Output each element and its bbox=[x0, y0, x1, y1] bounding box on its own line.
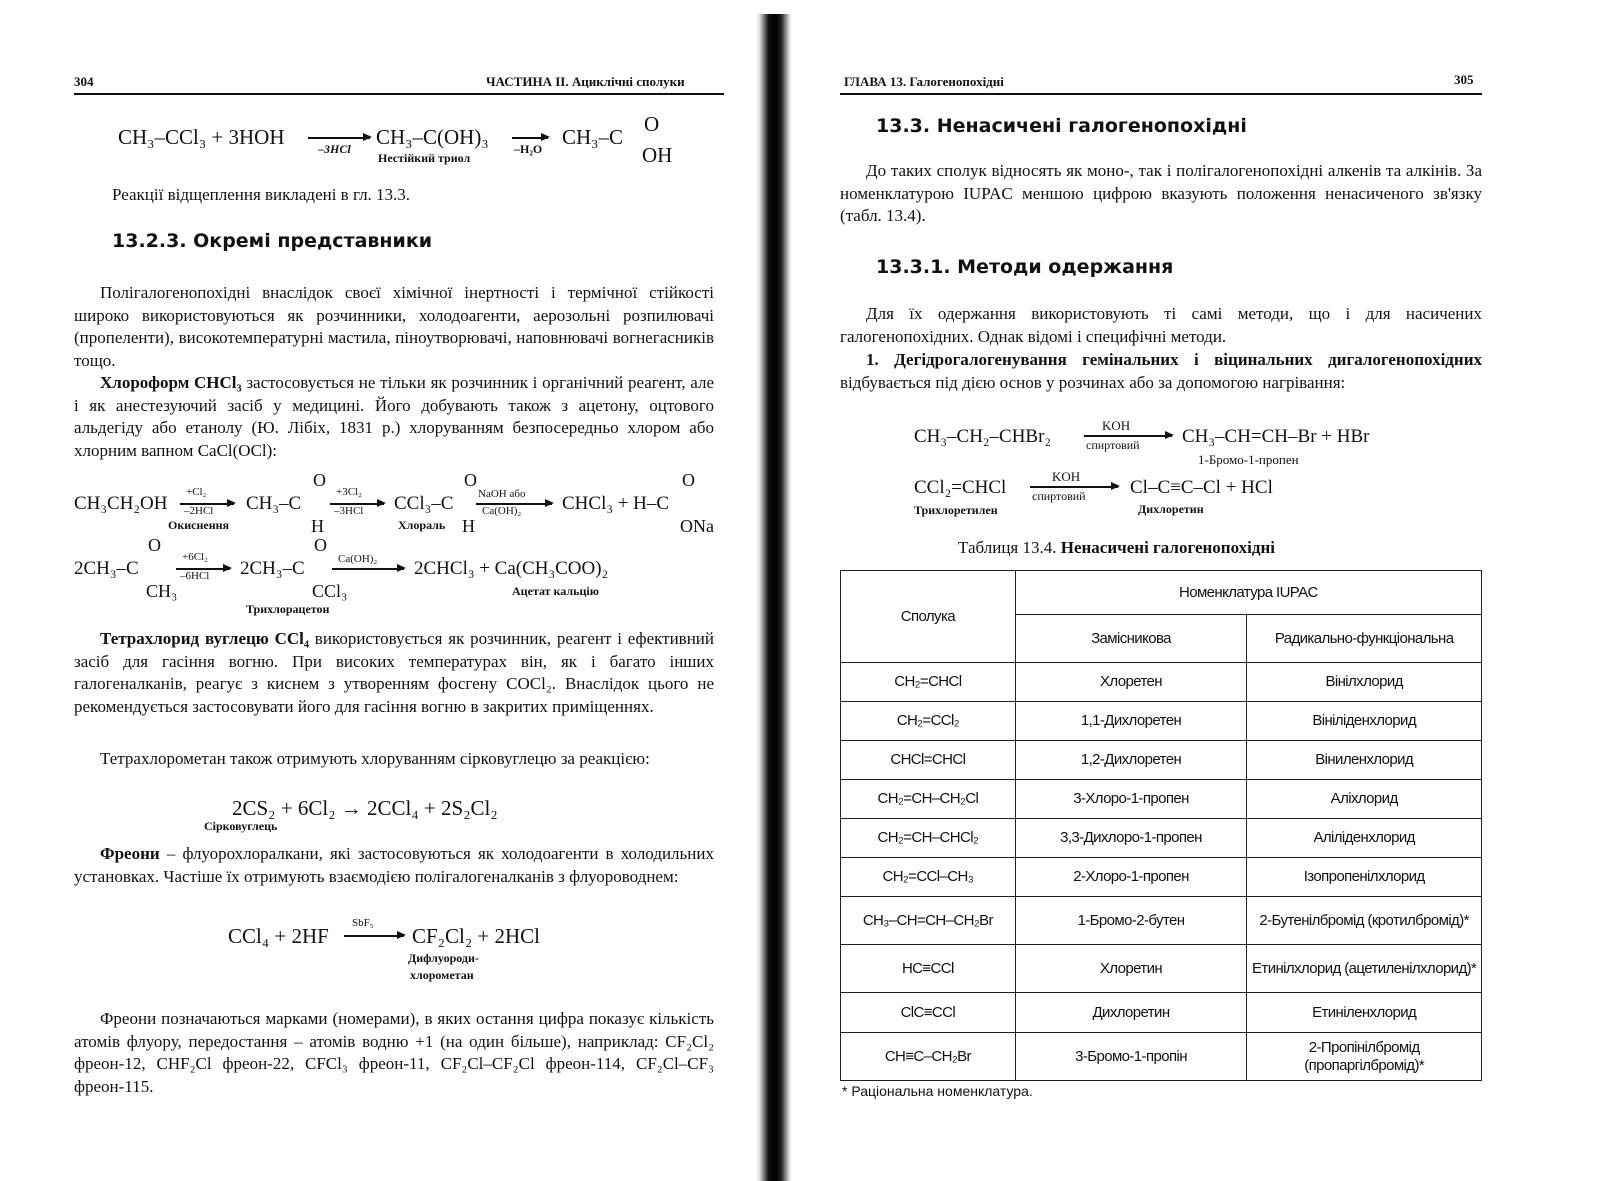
eq2-text: 2CS₂ + 6Cl₂ → 2CCl₄ + 2S₂Cl₂ bbox=[232, 796, 498, 820]
scheme1-s3-o: O bbox=[464, 470, 477, 490]
scheme2-s3-label: Ацетат кальцію bbox=[512, 584, 599, 598]
eq1-cond: –3HCl bbox=[318, 142, 351, 156]
eq1-left: CH₃–CCl₃ + 3HOH bbox=[118, 125, 285, 149]
paragraph-ccl4 bbox=[74, 628, 714, 718]
table-cell: Дихлоретин bbox=[1015, 993, 1247, 1033]
scheme1-s3: CCl₃–C bbox=[394, 493, 454, 514]
table-cell: 3,3-Дихлоро-1-пропен bbox=[1015, 819, 1247, 858]
header-rule-left bbox=[74, 93, 724, 95]
table-cell: 1,2-Дихлоретен bbox=[1015, 741, 1247, 780]
table-cell: Етиніленхлорид bbox=[1247, 993, 1482, 1033]
dehydrohalogenation-text: відбувається під дією основ у розчинах або за допомогою нагрівання: bbox=[840, 372, 1346, 392]
paragraph-freon-marks bbox=[74, 1008, 714, 1098]
eq1-o-top: O bbox=[644, 112, 660, 136]
scheme1-c2-top: +3Cl₂ bbox=[336, 486, 362, 498]
freon-marks-text: Фреони позначаються марками (номерами), в яких остання цифра показує кількість атомів флуору, передостання – атомів водню +1 (на один більше), наприклад: CF₂Cl₂ фреон-12, CHF₂Cl фреон-22, CFCl₃ фреон-11, CF₂Cl–CF₂Cl фреон-114, CF₂Cl–CF₃ фреон-115. bbox=[74, 1009, 714, 1096]
paragraph-dehydrohalogenation bbox=[840, 349, 1482, 394]
r-eq2-cond-bottom: спиртовий bbox=[1032, 489, 1086, 503]
scheme2-ccl3: CCl₃ bbox=[312, 581, 348, 601]
table-cell: Етинілхлорид (ацетиленілхлорид)* bbox=[1247, 945, 1482, 993]
freons-term: Фреони bbox=[100, 844, 160, 863]
r-eq1-arrow bbox=[1084, 435, 1172, 437]
chloroform-term: Хлороформ CHCl₃ bbox=[100, 373, 242, 392]
eq1-o-bottom: OH bbox=[642, 143, 673, 167]
table-cell: CH≡C–CH₂Br bbox=[841, 1033, 1016, 1081]
table-cell: Хлоретен bbox=[1015, 663, 1247, 702]
scheme1-h: H bbox=[311, 516, 324, 536]
paragraph-tetrachloromethane bbox=[74, 748, 714, 771]
r-eq1-cond-bottom: спиртовий bbox=[1086, 438, 1140, 452]
eq3-label1: Дифлуороди- bbox=[408, 951, 479, 965]
table-cell: Аліліденхлорид bbox=[1247, 819, 1482, 858]
dehydrohalogenation-term: 1. Дегідрогалогенування гемінальних і віцинальних дигалогенопохідних bbox=[866, 350, 1482, 369]
r-eq2-cond-top: KOH bbox=[1052, 469, 1081, 484]
unsaturated-halides-table bbox=[840, 570, 1482, 1081]
subsection-title-13-3-1: 13.3.1. Методи одержання bbox=[876, 256, 1174, 278]
scheme2-s2: 2CH₃–C bbox=[240, 558, 305, 579]
eq1-mid: CH₃–C(OH)₃ bbox=[376, 125, 489, 149]
scheme1-c1-top: +Cl₂ bbox=[186, 486, 207, 498]
eq1-right: CH₃–C bbox=[562, 125, 624, 149]
eq3-label2: хлорометан bbox=[410, 968, 474, 982]
scheme1-ona: ONa bbox=[680, 516, 714, 536]
paragraph-freons bbox=[74, 843, 714, 888]
table-cell: ClC≡CCl bbox=[841, 993, 1016, 1033]
r-eq2-label-right: Дихлоретин bbox=[1138, 502, 1204, 516]
page-number-right: 305 bbox=[1454, 72, 1474, 87]
scheme1-s4-o: O bbox=[682, 470, 695, 490]
r-eq2-right: Cl–C≡C–Cl + HCl bbox=[1130, 477, 1273, 498]
scheme1-o: O bbox=[313, 470, 326, 490]
table-cell: 2-Бутенілбромід (кротилбромід)* bbox=[1247, 897, 1482, 945]
table-cell: Ізопропенілхлорид bbox=[1247, 858, 1482, 897]
table-cell: CH₃–CH=CH–CH₂Br bbox=[841, 897, 1016, 945]
eq1-arrow1 bbox=[308, 137, 370, 139]
page-number-left: 304 bbox=[74, 74, 94, 89]
table-cell: 3-Хлоро-1-пропен bbox=[1015, 780, 1247, 819]
table-cell: CH₂=CH–CH₂Cl bbox=[841, 780, 1016, 819]
table-cell: Віниленхлорид bbox=[1247, 741, 1482, 780]
table-cell: CH₂=CH–CHCl₂ bbox=[841, 819, 1016, 858]
section-title-13-3: 13.3. Ненасичені галогенопохідні bbox=[876, 115, 1247, 137]
table-cell: CH₂=CCl₂ bbox=[841, 702, 1016, 741]
table-cell: HC≡CCl bbox=[841, 945, 1016, 993]
eq3-right: CF₂Cl₂ + 2HCl bbox=[412, 924, 541, 948]
chloroform-text: застосовується не тільки як розчинник і органічний реагент, але і як анестезуючий засіб у медицині. Його добувають також з ацетону, оцтового альдегіду або етанолу (Ю. Лібіх, 1831 р.) хлоруванням безпосередньо хлором або хлорним вапном CaCl(OCl): bbox=[74, 373, 715, 460]
paragraph-polyhalogen bbox=[74, 282, 714, 372]
scheme2-c2-top: Ca(OH)₂ bbox=[338, 553, 378, 565]
scheme1-c3-bottom: Ca(OH)₂ bbox=[482, 505, 522, 517]
table-cell: CHCl=CHCl bbox=[841, 741, 1016, 780]
paragraph-unsaturated bbox=[840, 160, 1482, 228]
reactions-note: Реакції відщеплення викладені в гл. 13.3. bbox=[112, 185, 411, 204]
table-cell: 3-Бромо-1-пропін bbox=[1015, 1033, 1247, 1081]
table-head-iupac: Номенклатура IUPAC bbox=[1015, 571, 1481, 615]
r-eq1-left: CH₃–CH₂–CHBr₂ bbox=[914, 426, 1052, 447]
freons-text: – флуорохлоралкани, які застосовуються як холодоагенти в холодильних установках. Частіше їх отримують взаємодією полігалогеналканів з флуороводнем: bbox=[74, 844, 714, 886]
scheme1-c2-bottom: –3HCl bbox=[334, 505, 364, 517]
scheme1-s1: CH₃CH₂OH bbox=[74, 493, 168, 514]
paragraph-methods bbox=[840, 303, 1482, 348]
eq3-arrow bbox=[344, 935, 404, 937]
scheme2-o: O bbox=[148, 535, 161, 555]
scheme1-s3-h: H bbox=[462, 516, 475, 536]
table-caption bbox=[958, 538, 1275, 558]
scheme1-c1-bottom: –2HCl bbox=[184, 505, 214, 517]
scheme2-c1-top: +6Cl₂ bbox=[182, 551, 208, 563]
scheme1-c1-label: Окиснення bbox=[168, 518, 230, 532]
eq1-arrow2 bbox=[512, 137, 548, 139]
table-cell: 1,1-Дихлоретен bbox=[1015, 702, 1247, 741]
table-cell: CH₂=CHCl bbox=[841, 663, 1016, 702]
r-eq1-label: 1-Бромо-1-пропен bbox=[1198, 452, 1299, 467]
r-eq1-right: CH₃–CH=CH–Br + HBr bbox=[1182, 426, 1370, 447]
table-cell: 2-Пропінілбромід (пропаргілбромід)* bbox=[1247, 1033, 1482, 1081]
table-caption-number: Таблиця 13.4. bbox=[958, 538, 1061, 557]
table-cell: Хлоретин bbox=[1015, 945, 1247, 993]
paragraph-chloroform bbox=[74, 372, 714, 462]
scheme1-s4: CHCl₃ + H–C bbox=[562, 493, 670, 514]
scheme1-s3-label: Хлораль bbox=[398, 518, 446, 532]
scheme1-c3-top: NaOH або bbox=[478, 488, 526, 500]
table-cell: 1-Бромо-2-бутен bbox=[1015, 897, 1247, 945]
r-eq2-left: CCl₂=CHCl bbox=[914, 477, 1007, 498]
table-cell: 2-Хлоро-1-пропен bbox=[1015, 858, 1247, 897]
scheme2-s2-label: Трихлорацетон bbox=[246, 602, 330, 616]
eq1-cond2: –H₂O bbox=[514, 142, 543, 156]
eq3-cond: SbF₅ bbox=[352, 917, 374, 929]
section-title-13-2-3: 13.2.3. Окремі представники bbox=[112, 230, 433, 252]
eq2-label: Сірковуглець bbox=[204, 819, 278, 833]
scheme2-arrow2 bbox=[332, 568, 404, 570]
eq3-left: CCl₄ + 2HF bbox=[228, 924, 329, 948]
table-head-radical: Радикально-функціональна bbox=[1247, 615, 1482, 663]
scheme2-c1-bottom: –6HCl bbox=[180, 570, 210, 582]
scheme2-s2-o: O bbox=[314, 535, 327, 555]
header-rule-right bbox=[840, 93, 1482, 95]
r-eq1-cond-top: KOH bbox=[1102, 418, 1131, 433]
table-head-compound: Сполука bbox=[841, 571, 1016, 663]
left-page bbox=[0, 0, 755, 1181]
scheme1-s2: CH₃–C bbox=[246, 493, 302, 514]
paragraph-polyhalogen-text: Полігалогенопохідні внаслідок своєї хімічної інертності і термічної стійкості широко використовуються як розчинники, холодоагенти, аерозольні розпилювачі (пропеленти), високотемпературні мастила, піноутворювачі, наповнювачі вогнегасників тощо. bbox=[74, 283, 714, 370]
table-head-substitutive: Замісникова bbox=[1015, 615, 1247, 663]
unsaturated-text: До таких сполук відносять як моно-, так і полігалогенопохідні алкенів та алкінів. За номенклатурою IUPAC меншою цифрою вказують положення ненасиченого зв'язку (табл. 13.4). bbox=[840, 161, 1482, 225]
table-cell: Аліхлорид bbox=[1247, 780, 1482, 819]
eq1-mid-label: Нестійкий триол bbox=[378, 151, 471, 165]
running-head-right: ГЛАВА 13. Галогенопохідні bbox=[844, 74, 1004, 89]
ccl4-term: Тетрахлорид вуглецю CCl₄ bbox=[100, 629, 309, 648]
scheme2-s1: 2CH₃–C bbox=[74, 558, 139, 579]
tetrachloromethane-text: Тетрахлорометан також отримують хлоруванням сірковуглецю за реакцією: bbox=[100, 749, 650, 768]
table-caption-title: Ненасичені галогенопохідні bbox=[1060, 538, 1275, 557]
table-footnote: * Раціональна номенклатура. bbox=[842, 1083, 1033, 1099]
book-spine-shadow bbox=[756, 14, 792, 1181]
scheme2-s3: 2CHCl₃ + Ca(CH₃COO)₂ bbox=[414, 558, 609, 579]
running-head-left: ЧАСТИНА ІІ. Ациклічні сполуки bbox=[486, 74, 685, 89]
ccl4-text: використовується як розчинник, реагент і ефективний засіб для гасіння вогню. При високих температурах він, як і багато інших галогеналканів, реагує з киснем з утворенням фосгену COCl₂. Внаслідок цього не рекомендується застосовувати його для гасіння вогню в закритих приміщеннях. bbox=[74, 629, 714, 716]
methods-text: Для їх одержання використовують ті самі методи, що і для насичених галогенопохідних. Однак відомі і специфічні методи. bbox=[840, 304, 1482, 346]
scheme2-ch3: CH₃ bbox=[146, 581, 178, 601]
table-cell: Вініліденхлорид bbox=[1247, 702, 1482, 741]
table-cell: CH₂=CCl–CH₃ bbox=[841, 858, 1016, 897]
table-cell: Вінілхлорид bbox=[1247, 663, 1482, 702]
r-eq2-arrow bbox=[1030, 486, 1118, 488]
r-eq2-label-left: Трихлоретилен bbox=[914, 503, 998, 517]
